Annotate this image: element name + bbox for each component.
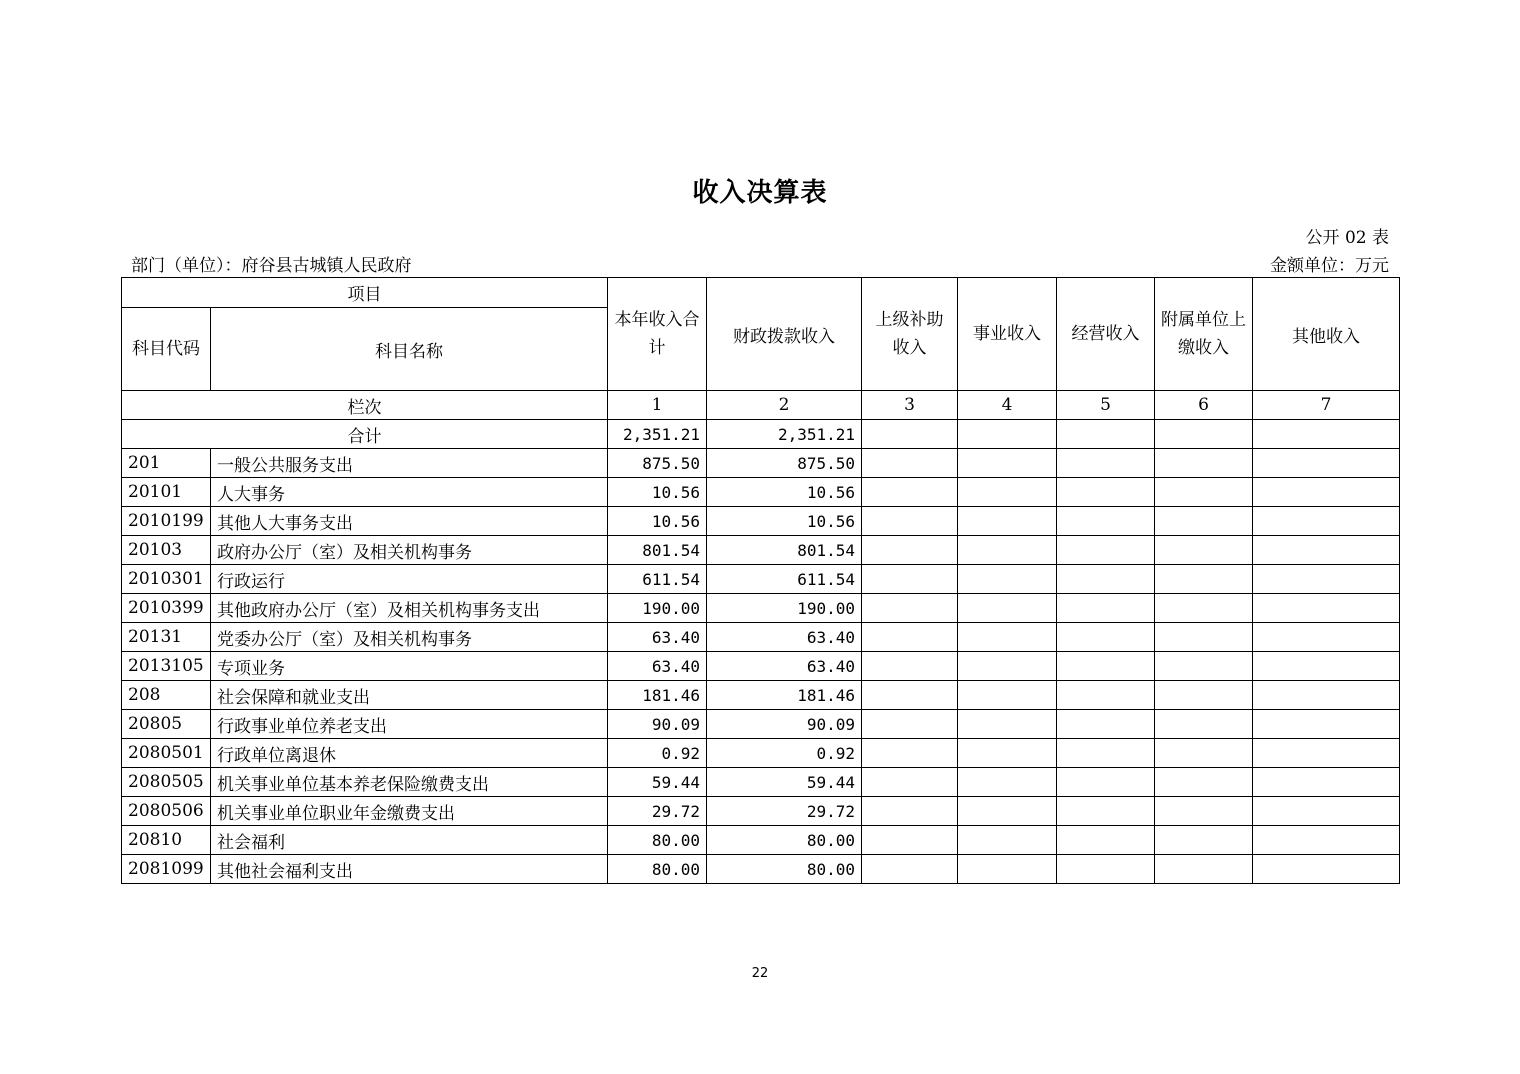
row-code: 208 [122,681,211,710]
row-total-income: 875.50 [608,449,707,478]
empty-cell [862,797,958,826]
empty-cell [862,478,958,507]
row-name: 党委办公厅（室）及相关机构事务 [211,623,608,652]
row-name: 政府办公厅（室）及相关机构事务 [211,536,608,565]
empty-cell [1057,420,1155,449]
empty-cell [1155,826,1253,855]
empty-cell [1057,652,1155,681]
row-fiscal-income: 80.00 [707,826,862,855]
empty-cell [1155,855,1253,884]
table-row [122,594,1400,623]
empty-cell [1253,739,1400,768]
empty-cell [1253,565,1400,594]
page-number: 22 [751,966,769,981]
total-income-value: 2,351.21 [608,420,707,449]
row-name: 专项业务 [211,652,608,681]
row-code: 2080506 [122,797,211,826]
empty-cell [1155,420,1253,449]
row-code: 20103 [122,536,211,565]
column-index-cell: 4 [958,391,1057,420]
column-index-label: 栏次 [122,391,608,420]
row-fiscal-income: 181.46 [707,681,862,710]
row-code: 2081099 [122,855,211,884]
row-name: 社会福利 [211,826,608,855]
row-total-income: 63.40 [608,652,707,681]
empty-cell [958,565,1057,594]
column-index-cell: 2 [707,391,862,420]
row-code: 2010399 [122,594,211,623]
empty-cell [1155,478,1253,507]
empty-cell [1057,449,1155,478]
empty-cell [862,449,958,478]
empty-cell [862,594,958,623]
empty-cell [1253,826,1400,855]
empty-cell [958,826,1057,855]
empty-cell [958,536,1057,565]
empty-cell [958,420,1057,449]
row-name: 行政单位离退休 [211,739,608,768]
empty-cell [1253,855,1400,884]
row-fiscal-income: 10.56 [707,507,862,536]
empty-cell [862,536,958,565]
empty-cell [1155,739,1253,768]
empty-cell [958,739,1057,768]
empty-cell [1253,681,1400,710]
row-total-income: 0.92 [608,739,707,768]
empty-cell [958,623,1057,652]
empty-cell [1057,594,1155,623]
empty-cell [958,478,1057,507]
row-total-income: 611.54 [608,565,707,594]
column-index-cell: 5 [1057,391,1155,420]
table-id-label: 公开 02 表 [1305,228,1389,248]
empty-cell [1155,565,1253,594]
row-fiscal-income: 80.00 [707,855,862,884]
header-name: 科目名称 [211,308,608,391]
empty-cell [862,768,958,797]
empty-cell [958,710,1057,739]
row-fiscal-income: 63.40 [707,652,862,681]
table-row [122,681,1400,710]
table-row [122,478,1400,507]
row-total-income: 80.00 [608,826,707,855]
header-total-income: 本年收入合计 [608,278,707,391]
empty-cell [862,855,958,884]
empty-cell [1155,507,1253,536]
row-total-income: 59.44 [608,768,707,797]
empty-cell [1057,565,1155,594]
total-row [122,420,1400,449]
row-name: 人大事务 [211,478,608,507]
empty-cell [1155,681,1253,710]
table-row [122,826,1400,855]
header-fiscal-income: 财政拨款收入 [707,278,862,391]
header-superior-subsidy: 上级补助收入 [862,278,958,391]
row-total-income: 801.54 [608,536,707,565]
row-fiscal-income: 10.56 [707,478,862,507]
table-row [122,449,1400,478]
row-total-income: 190.00 [608,594,707,623]
header-other-income: 其他收入 [1253,278,1400,391]
empty-cell [1253,536,1400,565]
empty-cell [862,565,958,594]
row-fiscal-income: 875.50 [707,449,862,478]
row-name: 一般公共服务支出 [211,449,608,478]
empty-cell [1155,768,1253,797]
total-label: 合计 [122,420,608,449]
header-affiliated-income: 附属单位上缴收入 [1155,278,1253,391]
amount-unit-label: 金额单位：万元 [1270,256,1389,276]
row-code: 20131 [122,623,211,652]
empty-cell [1057,710,1155,739]
empty-cell [958,507,1057,536]
row-code: 2080501 [122,739,211,768]
empty-cell [1155,536,1253,565]
empty-cell [958,594,1057,623]
empty-cell [958,681,1057,710]
empty-cell [1253,652,1400,681]
empty-cell [862,710,958,739]
empty-cell [1155,449,1253,478]
row-code: 2080505 [122,768,211,797]
row-fiscal-income: 0.92 [707,739,862,768]
empty-cell [1155,797,1253,826]
table-row [122,507,1400,536]
empty-cell [1253,768,1400,797]
column-index-cell: 6 [1155,391,1253,420]
row-code: 2010301 [122,565,211,594]
row-fiscal-income: 63.40 [707,623,862,652]
row-code: 201 [122,449,211,478]
row-name: 其他政府办公厅（室）及相关机构事务支出 [211,594,608,623]
total-fiscal-value: 2,351.21 [707,420,862,449]
row-name: 行政运行 [211,565,608,594]
empty-cell [1057,855,1155,884]
row-name: 社会保障和就业支出 [211,681,608,710]
row-name: 其他社会福利支出 [211,855,608,884]
row-fiscal-income: 90.09 [707,710,862,739]
header-business-income: 事业收入 [958,278,1057,391]
table-row [122,797,1400,826]
empty-cell [1253,420,1400,449]
empty-cell [1057,797,1155,826]
empty-cell [862,681,958,710]
row-fiscal-income: 29.72 [707,797,862,826]
empty-cell [862,652,958,681]
row-code: 2010199 [122,507,211,536]
table-row [122,623,1400,652]
empty-cell [958,449,1057,478]
row-fiscal-income: 801.54 [707,536,862,565]
department-label: 部门（单位）：府谷县古城镇人民政府 [131,256,412,276]
empty-cell [1057,507,1155,536]
table-row [122,855,1400,884]
empty-cell [958,855,1057,884]
row-total-income: 10.56 [608,478,707,507]
row-name: 机关事业单位职业年金缴费支出 [211,797,608,826]
row-fiscal-income: 611.54 [707,565,862,594]
report-title: 收入决算表 [692,178,828,208]
empty-cell [1057,826,1155,855]
row-code: 20810 [122,826,211,855]
table-row [122,739,1400,768]
row-total-income: 63.40 [608,623,707,652]
empty-cell [1057,681,1155,710]
empty-cell [1253,797,1400,826]
header-item: 项目 [122,278,608,308]
empty-cell [1057,623,1155,652]
empty-cell [1155,623,1253,652]
row-fiscal-income: 59.44 [707,768,862,797]
column-index-cell: 7 [1253,391,1400,420]
table-row [122,652,1400,681]
empty-cell [1155,710,1253,739]
empty-cell [1253,623,1400,652]
empty-cell [1253,507,1400,536]
row-fiscal-income: 190.00 [707,594,862,623]
header-operating-income: 经营收入 [1057,278,1155,391]
column-index-cell: 3 [862,391,958,420]
empty-cell [1057,768,1155,797]
empty-cell [958,652,1057,681]
empty-cell [1253,478,1400,507]
empty-cell [862,826,958,855]
empty-cell [862,623,958,652]
empty-cell [958,768,1057,797]
column-index-row [122,391,1400,420]
empty-cell [1057,536,1155,565]
row-total-income: 181.46 [608,681,707,710]
table-row [122,768,1400,797]
empty-cell [862,420,958,449]
row-total-income: 10.56 [608,507,707,536]
row-total-income: 29.72 [608,797,707,826]
empty-cell [1057,478,1155,507]
column-index-cell: 1 [608,391,707,420]
empty-cell [958,797,1057,826]
empty-cell [1253,710,1400,739]
empty-cell [862,507,958,536]
empty-cell [1057,739,1155,768]
row-name: 行政事业单位养老支出 [211,710,608,739]
row-total-income: 90.09 [608,710,707,739]
empty-cell [1155,652,1253,681]
row-total-income: 80.00 [608,855,707,884]
empty-cell [1253,449,1400,478]
row-code: 20101 [122,478,211,507]
table-row [122,710,1400,739]
empty-cell [1253,594,1400,623]
table-row [122,565,1400,594]
row-code: 20805 [122,710,211,739]
header-code: 科目代码 [122,308,211,391]
table-row [122,536,1400,565]
row-code: 2013105 [122,652,211,681]
row-name: 机关事业单位基本养老保险缴费支出 [211,768,608,797]
income-statement-table [121,277,1400,884]
empty-cell [862,739,958,768]
empty-cell [1155,594,1253,623]
row-name: 其他人大事务支出 [211,507,608,536]
